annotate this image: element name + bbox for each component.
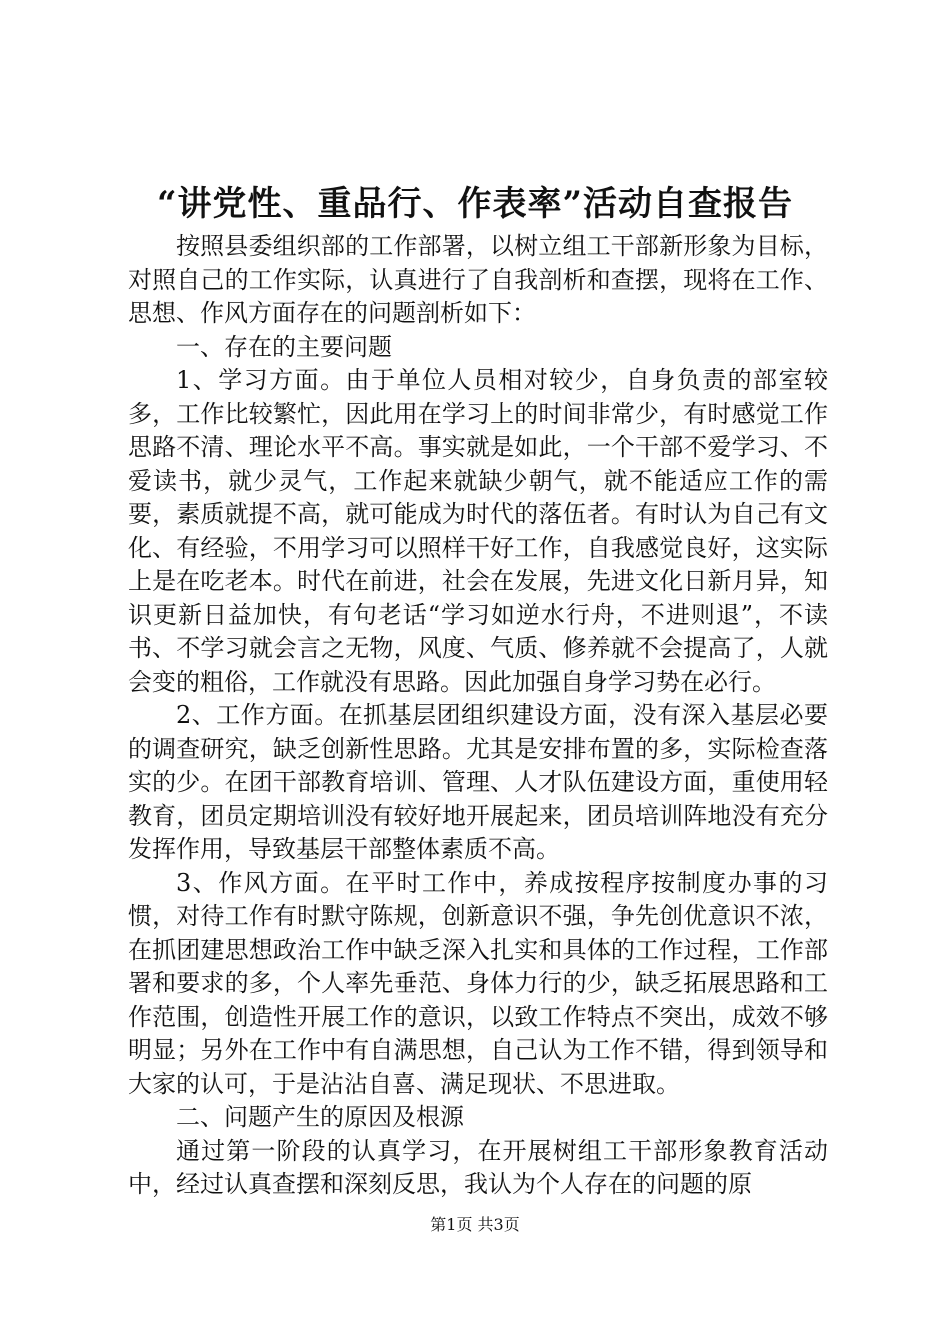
section-heading-1: 一、存在的主要问题 xyxy=(176,332,392,361)
cause-paragraph: 通过第一阶段的认真学习，在开展树组工干部形象教育活动中，经过认真查摆和深刻反思，我认为个人存在的问题的原 xyxy=(128,1136,828,1198)
document-body xyxy=(128,230,828,1202)
work-paragraph: 2、工作方面。在抓基层团组织建设方面，没有深入基层必要的调查研究，缺乏创新性思路。尤其是安排布置的多，实际检查落实的少。在团干部教育培训、管理、人才队伍建设方面，重使用轻教育，团员定期培训没有较好地开展起来，团员培训阵地没有充分发挥作用，导致基层干部整体素质不高。 xyxy=(128,701,828,863)
study-paragraph: 1、学习方面。由于单位人员相对较少，自身负责的部室较多，工作比较繁忙，因此用在学习上的时间非常少，有时感觉工作思路不清、理论水平不高。事实就是如此，一个干部不爱学习、不爱读书，就少灵气，工作起来就缺少朝气，就不能适应工作的需要，素质就提不高，就可能成为时代的落伍者。有时认为自己有文化、有经验，不用学习可以照样干好工作，自我感觉良好，这实际上是在吃老本。时代在前进，社会在发展，先进文化日新月异，知识更新日益加快，有句老话“学习如逆水行舟，不进则退”，不读书、不学习就会言之无物，风度、气质、修养就不会提高了，人就会变的粗俗，工作就没有思路。因此加强自身学习势在必行。 xyxy=(128,366,828,696)
page-footer: 第1页 共3页 xyxy=(430,1215,520,1234)
intro-paragraph: 按照县委组织部的工作部署，以树立组工干部新形象为目标，对照自己的工作实际，认真进行了自我剖析和查摆，现将在工作、思想、作风方面存在的问题剖析如下： xyxy=(128,232,828,327)
document-title: “讲党性、重品行、作表率”活动自查报告 xyxy=(156,184,794,224)
section-heading-2: 二、问题产生的原因及根源 xyxy=(176,1103,464,1131)
style-paragraph: 3、作风方面。在平时工作中，养成按程序按制度办事的习惯，对待工作有时默守陈规，创新意识不强，争先创优意识不浓，在抓团建思想政治工作中缺乏深入扎实和具体的工作过程，工作部署和要求的多，个人率先垂范、身体力行的少，缺乏拓展思路和工作范围，创造性开展工作的意识，以致工作特点不突出，成效不够明显；另外在工作中有自满思想，自己认为工作不错，得到领导和大家的认可，于是沾沾自喜、满足现状、不思进取。 xyxy=(128,868,828,1098)
